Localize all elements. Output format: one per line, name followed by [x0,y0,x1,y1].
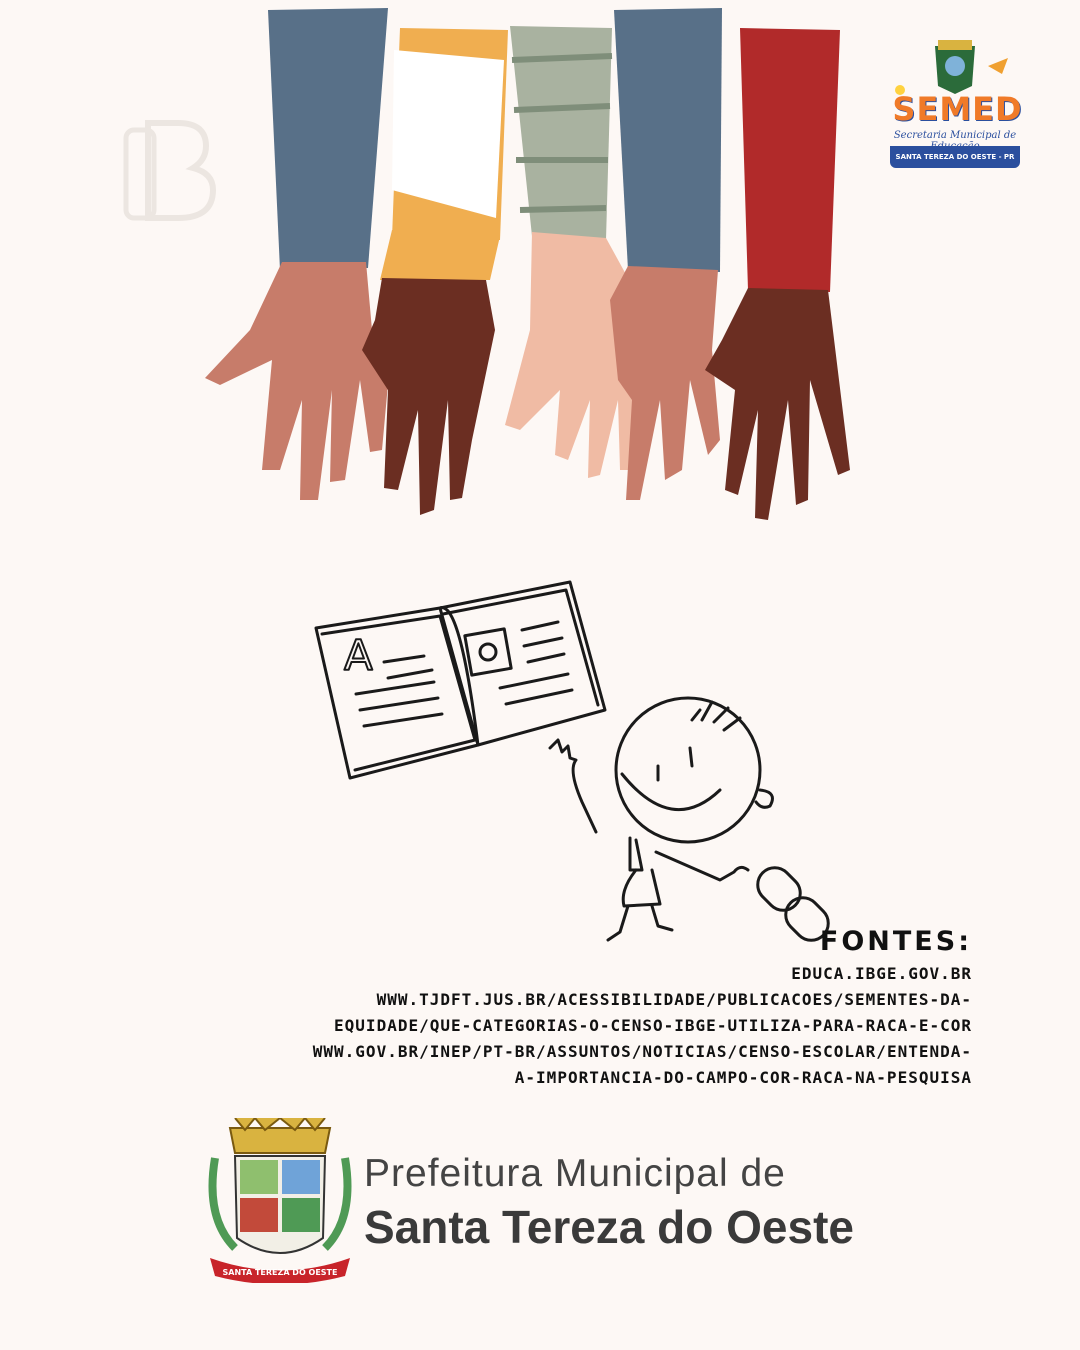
child-head [616,698,772,842]
arm-red-dark [705,28,850,520]
arm-blue-tan [205,8,392,500]
prefeitura-line2: Santa Tereza do Oeste [364,1201,854,1253]
source-link[interactable]: EDUCA.IBGE.GOV.BR [791,964,972,983]
prefeitura-line1: Prefeitura Municipal de [364,1152,786,1195]
svg-text:A: A [344,631,373,680]
semed-crest-icon [880,38,1030,98]
semed-city: SANTA TEREZA DO OESTE - PR [890,146,1020,168]
source-link[interactable]: WWW.TJDFT.JUS.BR/ACESSIBILIDADE/PUBLICACOES/SEMENTES-DA- [376,990,972,1009]
municipal-crest-icon [205,1118,355,1283]
child-body [608,838,748,940]
semed-subtitle: Secretaria Municipal de [893,130,1017,141]
semed-wordmark: SEMED [892,90,1023,128]
semed-logo [880,38,1030,178]
source-link[interactable]: A-IMPORTANCIA-DO-CAMPO-COR-RACA-NA-PESQUISA [514,1068,972,1087]
source-link[interactable]: EQUIDADE/QUE-CATEGORIAS-O-CENSO-IBGE-UTILIZA-PARA-RACA-E-COR [334,1016,972,1035]
arm-yellow-dark [362,28,508,515]
sources-title: FONTES: [819,926,972,957]
source-link[interactable]: WWW.GOV.BR/INEP/PT-BR/ASSUNTOS/NOTICIAS/CENSO-ESCOLAR/ENTENDA- [312,1042,972,1061]
child-with-book-drawing [300,570,860,960]
sources-block [112,926,972,1091]
prefeitura-name [364,1152,854,1254]
watermark-logo [118,118,218,228]
svg-text:SANTA TEREZA DO OESTE: SANTA TEREZA DO OESTE [222,1268,338,1277]
